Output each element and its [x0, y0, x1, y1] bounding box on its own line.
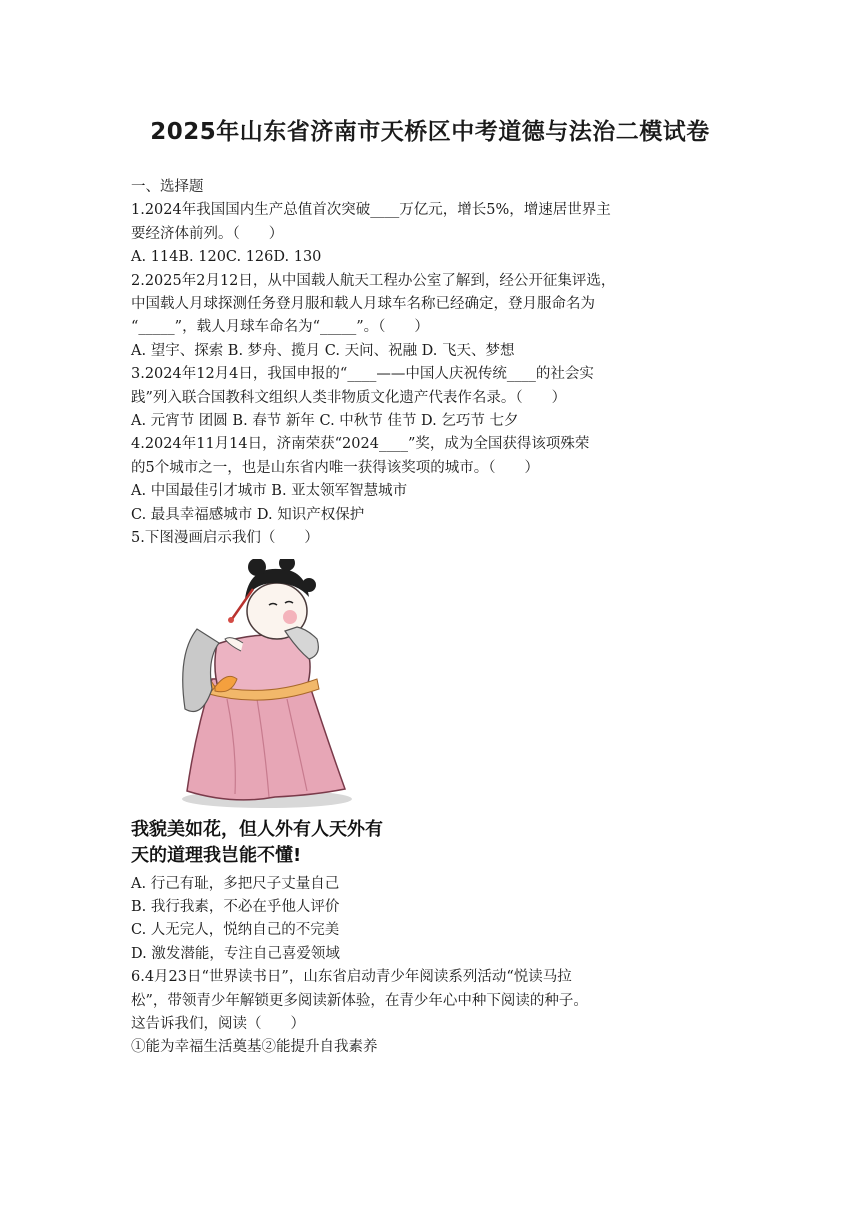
cheek-blush [283, 610, 297, 624]
question-text-line: 这告诉我们，阅读（ ） [131, 1015, 305, 1032]
question-text-line: 践”列入联合国教科文组织人类非物质文化遗产代表作名录。（ ） [131, 389, 567, 406]
answer-options: A. 中国最佳引才城市 B. 亚太领军智慧城市 [131, 483, 408, 500]
page-title: 2025年山东省济南市天桥区中考道德与法治二模试卷 [150, 119, 710, 145]
question-5 [131, 527, 731, 966]
answer-option: B. 我行我素，不必在乎他人评价 [131, 898, 340, 915]
question-3 [131, 363, 731, 433]
question-text-line: 松”，带领青少年解锁更多阅读新体验，在青少年心中种下阅读的种子。 [131, 992, 588, 1009]
question-text-line: 的5个城市之一，也是山东省内唯一获得该奖项的城市。（ ） [131, 459, 539, 476]
question-6 [131, 966, 731, 1060]
statement-options: ①能为幸福生活奠基②能提升自我素养 [131, 1039, 378, 1056]
answer-option: C. 人无完人，悦纳自己的不完美 [131, 922, 340, 939]
answer-option: D. 激发潜能，专注自己喜爱领域 [131, 945, 340, 962]
comic-illustration [131, 559, 731, 817]
question-1 [131, 199, 731, 269]
answer-option: A. 行己有耻，多把尺子丈量自己 [131, 875, 340, 892]
answer-options: A. 114B. 120C. 126D. 130 [131, 249, 322, 266]
question-text-line: 要经济体前列。（ ） [131, 225, 284, 242]
answer-options: A. 望宇、探索 B. 梦舟、揽月 C. 天问、祝融 D. 飞天、梦想 [131, 342, 515, 359]
section-heading: 一、选择题 [131, 179, 204, 195]
question-text-line: 5.下图漫画启示我们（ ） [131, 530, 319, 547]
question-text-line: “_____”，载人月球车命名为“_____”。（ ） [131, 319, 429, 336]
tang-lady-cartoon [157, 559, 367, 814]
hairpin-bead [228, 617, 234, 623]
comic-caption-line: 我貌美如花，但人外有人天外有 [131, 818, 383, 840]
question-text-line: 4.2024年11月14日，济南荣获“2024____”奖，成为全国获得该项殊荣 [131, 436, 590, 453]
answer-options: A. 元宵节 团圆 B. 春节 新年 C. 中秋节 佳节 D. 乞巧节 七夕 [131, 413, 519, 430]
question-text-line: 2.2025年2月12日，从中国载人航天工程办公室了解到，经公开征集评选， [131, 272, 616, 289]
comic-caption-line: 天的道理我岂能不懂! [131, 844, 302, 866]
hair-bun-side [302, 578, 316, 592]
question-text-line: 中国载人月球探测任务登月服和载人月球车名称已经确定，登月服命名为 [131, 296, 595, 313]
question-text-line: 1.2024年我国国内生产总值首次突破____万亿元，增长5%，增速居世界主 [131, 202, 611, 219]
exam-content [131, 176, 731, 1060]
question-text-line: 6.4月23日“世界读书日”，山东省启动青少年阅读系列活动“悦读马拉 [131, 969, 572, 986]
question-2 [131, 270, 731, 364]
question-text-line: 3.2024年12月4日，我国申报的“____——中国人庆祝传统____的社会实 [131, 366, 594, 383]
question-4 [131, 433, 731, 527]
answer-options: C. 最具幸福感城市 D. 知识产权保护 [131, 506, 365, 523]
